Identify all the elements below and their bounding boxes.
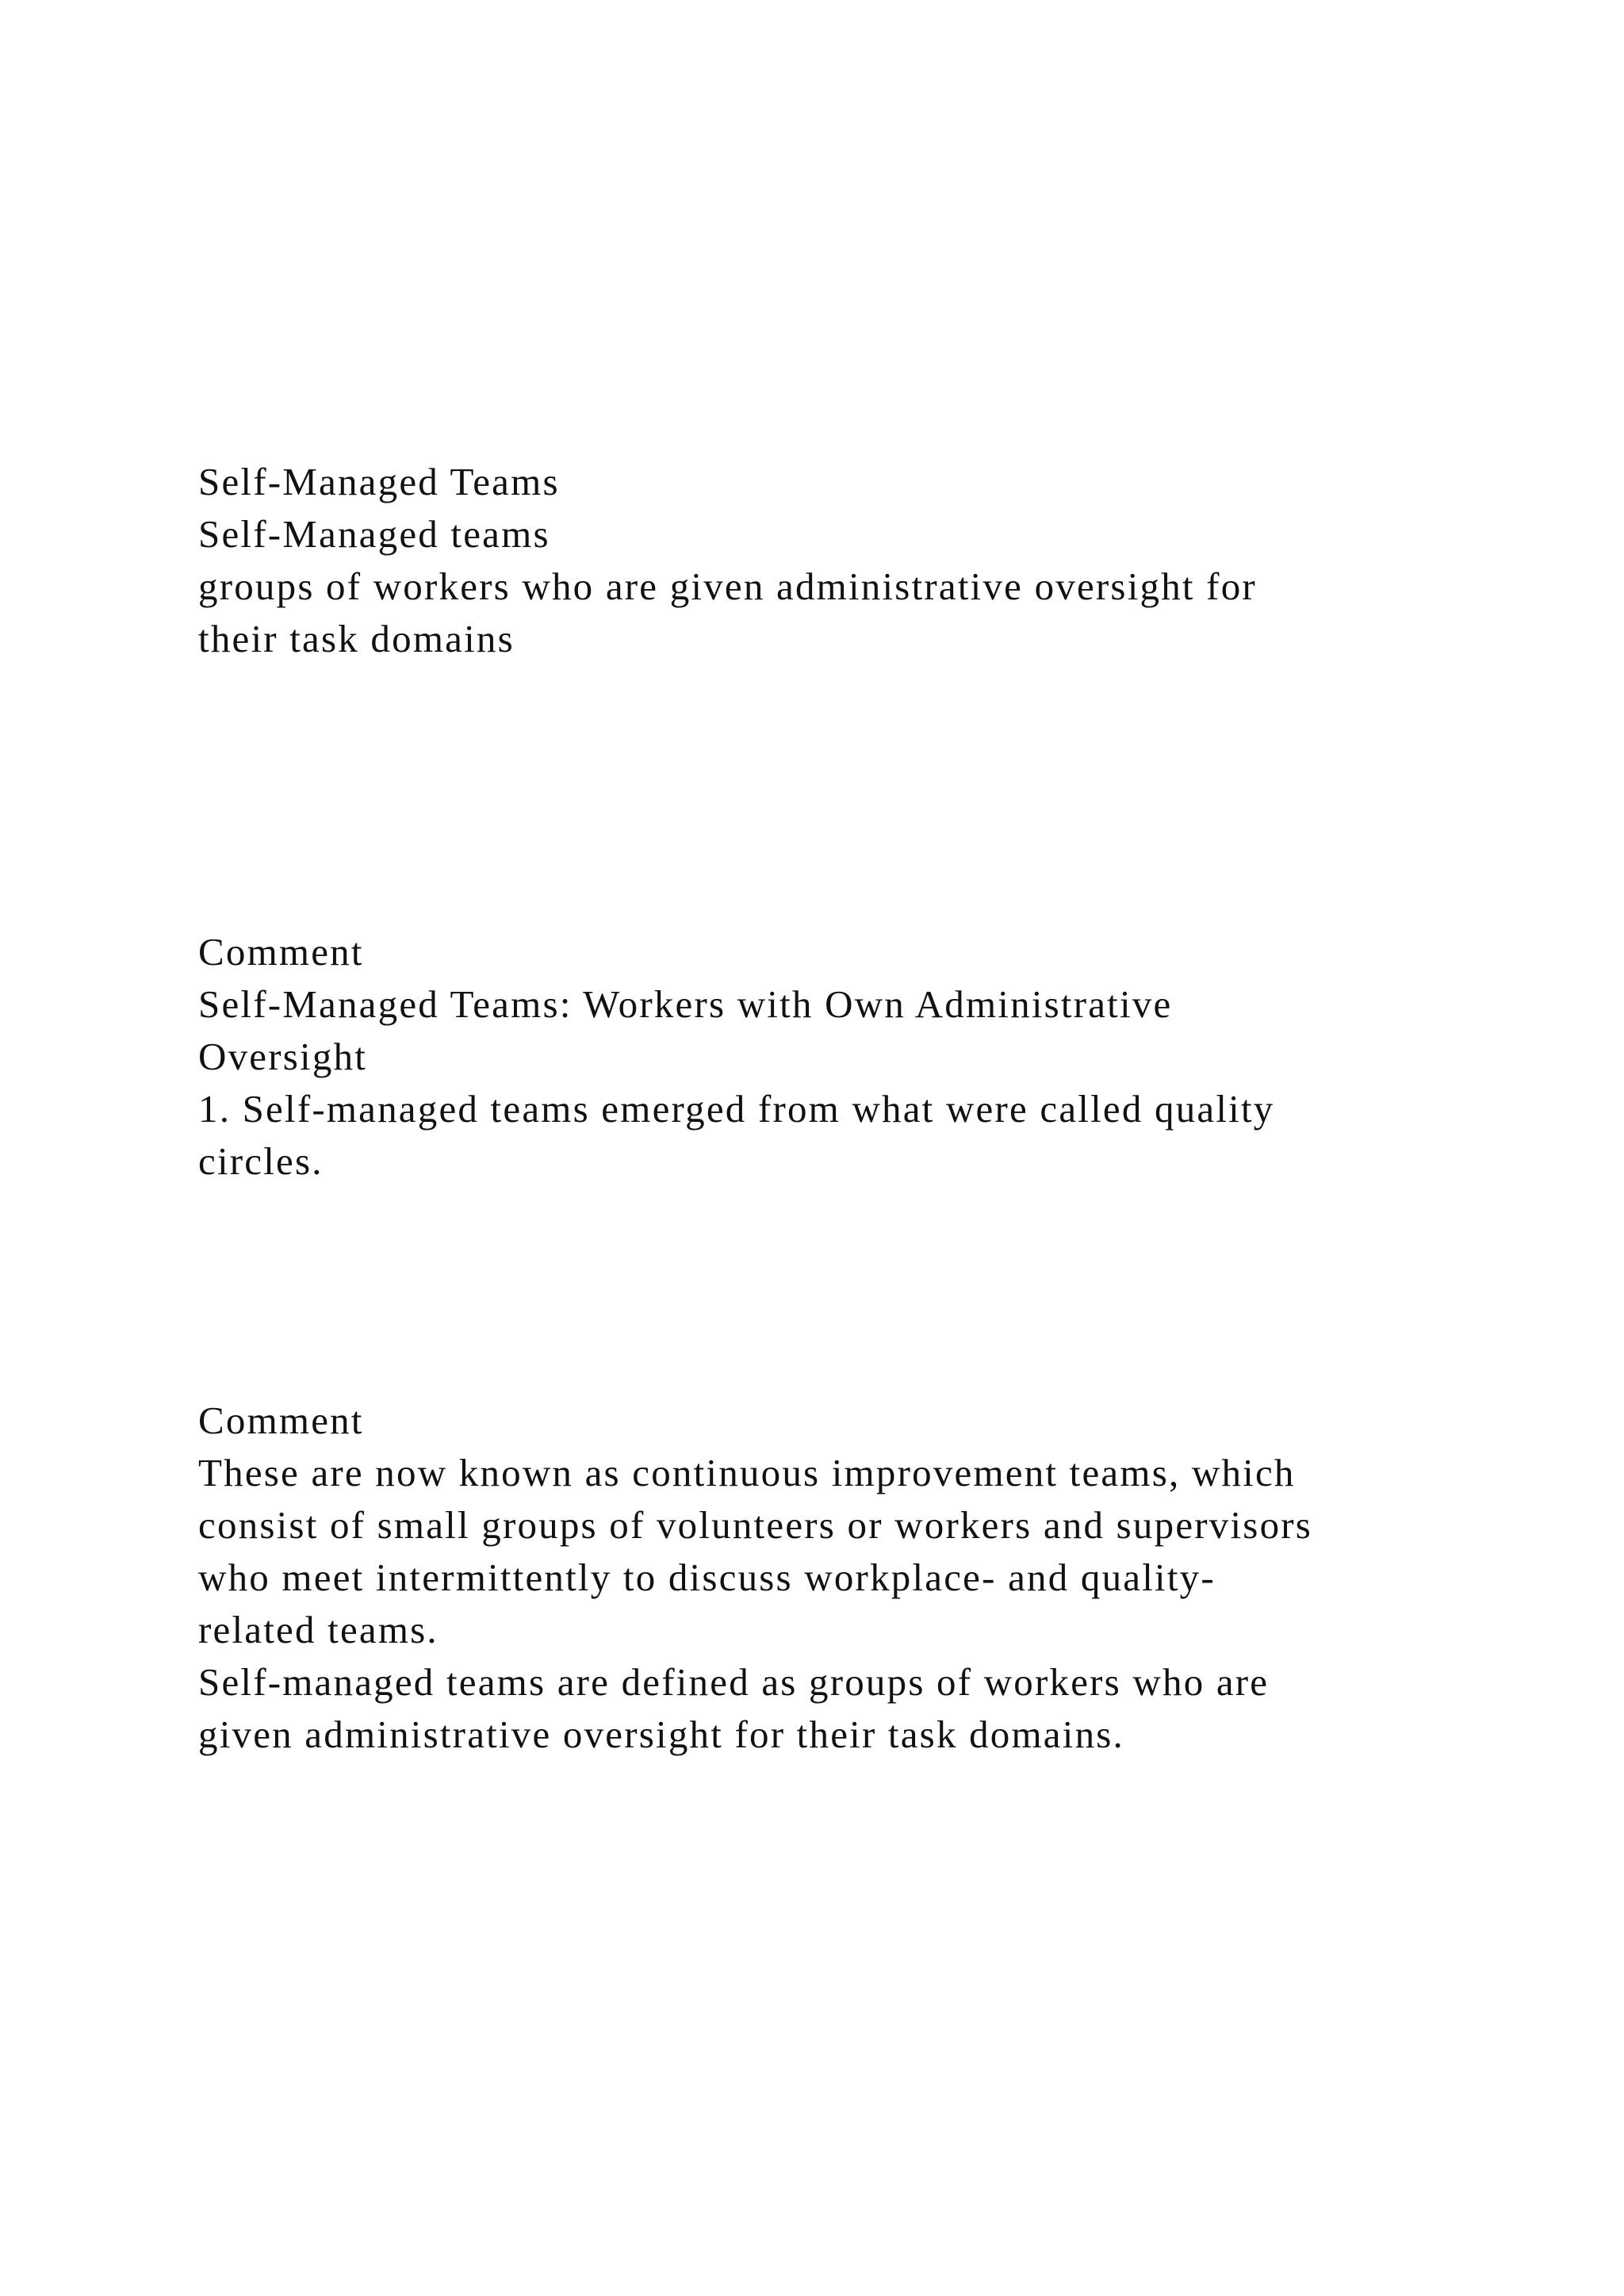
comment-text-line: Self-managed teams are defined as groups of workers who are [198,1660,1270,1704]
comment-label: Comment [198,930,364,974]
term-heading: Self-Managed teams [198,512,550,556]
document-title: Self-Managed Teams [198,460,560,503]
section-comment-1 [198,926,1499,1188]
comment-text-line: consist of small groups of volunteers or workers and supervisors [198,1503,1313,1547]
comment-text-line: circles. [198,1139,324,1183]
comment-heading-line: Self-Managed Teams: Workers with Own Administrative [198,982,1173,1026]
definition-text-line: groups of workers who are given administrative oversight for [198,564,1257,608]
comment-text-line: These are now known as continuous improvement teams, which [198,1451,1296,1494]
comment-text-line: related teams. [198,1608,439,1651]
definition-text-line: their task domains [198,617,515,660]
section-definition [198,456,1499,665]
section-comment-2 [198,1395,1499,1761]
comment-text-line: given administrative oversight for their task domains. [198,1712,1124,1756]
comment-heading-line: Oversight [198,1035,368,1078]
comment-label: Comment [198,1399,364,1442]
comment-text-line: 1. Self-managed teams emerged from what were called quality [198,1087,1275,1131]
comment-text-line: who meet intermittently to discuss workplace- and quality- [198,1556,1216,1599]
